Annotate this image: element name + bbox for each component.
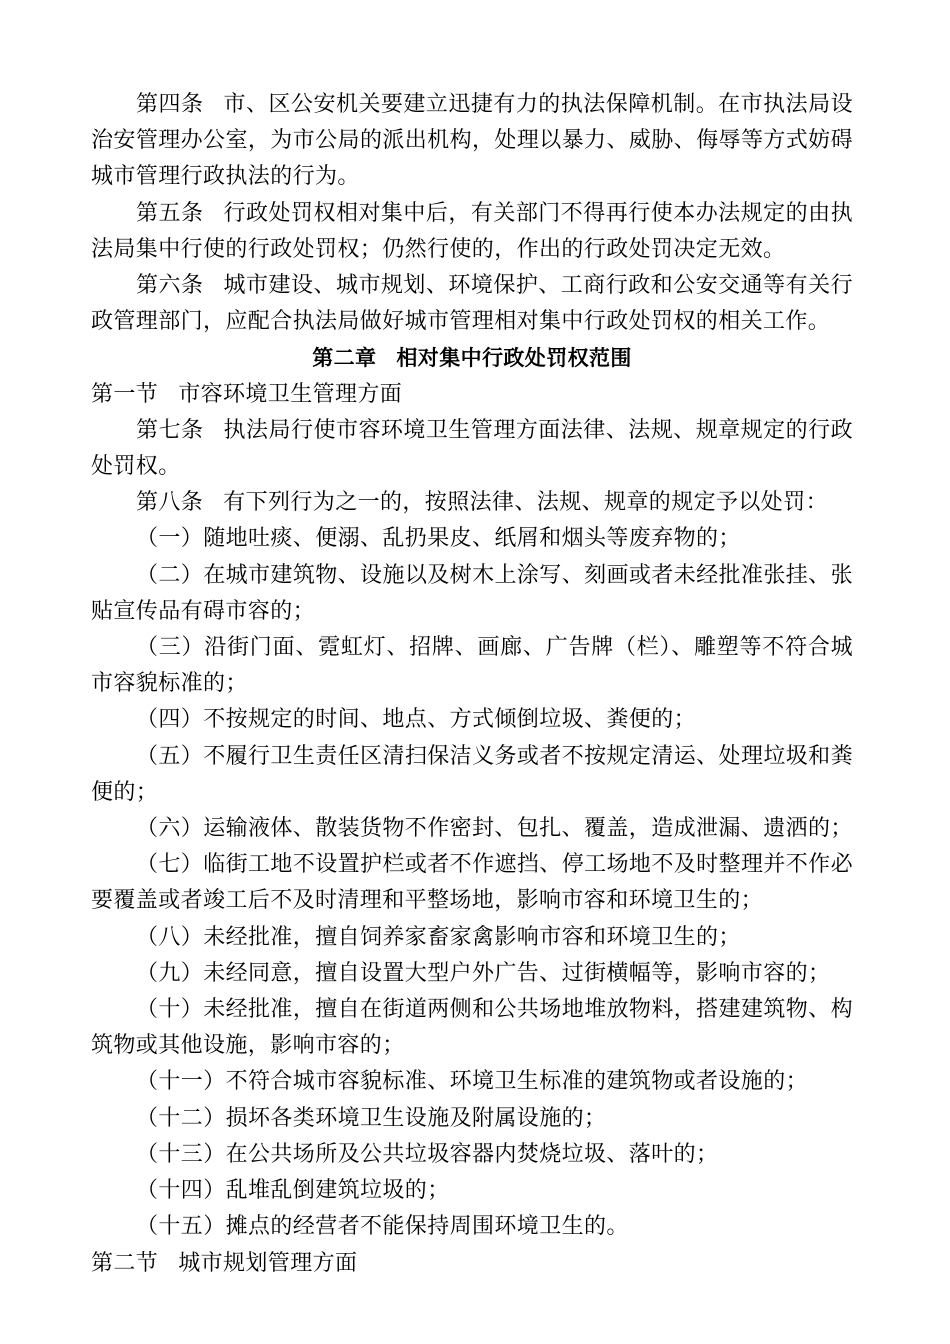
list-item: （八）未经批准，擅自饲养家畜家禽影响市容和环境卫生的； [136,924,741,950]
article-7 [91,413,853,485]
article-5-text: 行政处罚权相对集中后，有关部门不得再行使本办法规定的由执法局集中行使的行政处罚权；仍然行使的，作出的行政处罚决定无效。 [91,200,853,262]
section-1-heading [91,377,853,413]
chapter-2-label: 第二章 [312,346,377,371]
section-2-label: 第二节 [91,1250,159,1276]
list-item: （十四）乱堆乱倒建筑垃圾的； [136,1178,450,1204]
article-8 [91,485,853,521]
article-5-label: 第五条 [136,200,204,226]
list-item: （十二）损坏各类环境卫生设施及附属设施的； [136,1105,607,1131]
chapter-2-title: 相对集中行政处罚权范围 [396,346,632,371]
list-item: （一）随地吐痰、便溺、乱扔果皮、纸屑和烟头等废弃物的； [136,526,741,552]
list-item: （五）不履行卫生责任区清扫保洁义务或者不按规定清运、处理垃圾和粪便的； [91,743,853,805]
list-item: （二）在城市建筑物、设施以及树木上涂写、刻画或者未经批准张挂、张贴宣传品有碍市容的； [91,562,853,624]
article-4-text: 市、区公安机关要建立迅捷有力的执法保障机制。在市执法局设治安管理办公室，为市公局的派出机构，处理以暴力、威胁、侮辱等方式妨碍城市管理行政执法的行为。 [91,92,853,190]
section-1-label: 第一节 [91,381,159,407]
article-6-label: 第六条 [136,273,204,299]
article-5 [91,196,853,268]
section-2-heading [91,1246,853,1282]
article-4 [91,87,853,196]
chapter-2-heading [91,340,853,376]
article-6 [91,268,853,340]
article-8-label: 第八条 [136,490,204,516]
article-8-text: 有下列行为之一的，按照法律、法规、规章的规定予以处罚： [223,490,829,516]
list-item: （四）不按规定的时间、地点、方式倾倒垃圾、粪便的； [136,707,697,733]
section-1-title: 市容环境卫生管理方面 [178,381,403,407]
list-item: （十五）摊点的经营者不能保持周围环境卫生的。 [136,1214,629,1240]
list-item: （六）运输液体、散装货物不作密封、包扎、覆盖，造成泄漏、遗洒的； [136,816,853,842]
article-4-label: 第四条 [136,92,204,117]
article-7-text: 执法局行使市容环境卫生管理方面法律、法规、规章规定的行政处罚权。 [91,417,853,480]
document-body [91,87,853,1282]
list-item: （十一）不符合城市容貌标准、环境卫生标准的建筑物或者设施的； [136,1069,809,1095]
article-7-label: 第七条 [136,417,204,443]
list-item: （七）临街工地不设置护栏或者不作遮挡、停工场地不及时整理并不作必要覆盖或者竣工后不及时清理和平整场地，影响市容和环境卫生的； [91,852,853,914]
article-6-text: 城市建设、城市规划、环境保护、工商行政和公安交通等有关行政管理部门，应配合执法局做好城市管理相对集中行政处罚权的相关工作。 [91,273,853,335]
section-2-title: 城市规划管理方面 [178,1250,358,1276]
list-item: （十）未经批准，擅自在街道两侧和公共场地堆放物料，搭建建筑物、构筑物或其他设施，影响市容的； [91,997,853,1059]
list-item: （三）沿街门面、霓虹灯、招牌、画廊、广告牌（栏）、雕塑等不符合城市容貌标准的； [91,635,853,697]
list-item: （九）未经同意，擅自设置大型户外广告、过街横幅等，影响市容的； [136,960,831,986]
list-item: （十三）在公共场所及公共垃圾容器内焚烧垃圾、落叶的； [136,1141,719,1167]
